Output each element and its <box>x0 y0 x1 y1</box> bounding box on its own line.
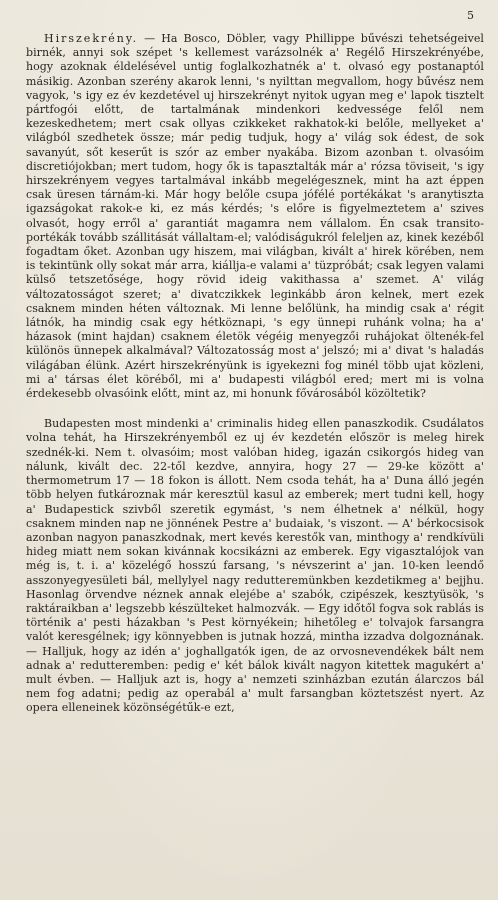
article-paragraph <box>26 32 484 401</box>
paragraph-text: Budapesten most mindenki a' criminalis hideg ellen panaszkodik. Csudálatos volna tehát, ha Hirszekrényemből ez uj év kezdetén először is meleg hirek szednék-ki. Nem t. olvasóim; most valóban hideg, igazán csikorgós hideg van nálunk, kivált dec. 22-től kezdve, annyira, hogy 27 — 29-ke között a' thermometrum 17 — 18 fokon is állott. Nem csoda tehát, ha a' Duna álló jegén több helyen futkároznak már keresztül kasul az emberek; mert tudni kell, hogy a' Budapestick szivből szeretik egymást, 's nem élhetnek a' nélkül, hogy csaknem minden nap ne jönnének Pestre a' budaiak, 's viszont. — A' bérkocsisok azonban nagyon panaszkodnak, mert kevés kerestők van, minthogy a' rendkívüli hideg miatt nem sokan kivánnak kocsikázni az emberek. Egy vigasztalójok van még is, t. i. a' közelégő hosszú farsang, 's névszerint a' jan. 10-ken leendő asszonyegyesületi bál, mellylyel nagy redutteremünkben kezdetikmeg a' bejjhu. Hasonlag örvendve néznek annak elejébe a' szabók, czipészek, kesztyüsök, 's raktáraikban a' legszebb készülteket halmozvák. — Egy időtől fogva sok rablás is történik a' pesti házakban 's Pest környékein; hihetőleg e' tolvajok farsangra valót keresgélnek; igy könnyebben is jutnak hozzá, mintha izzadva dolgoznának. — Halljuk, hogy az idén a' joghallgatók igen, de az orvosnevendékek bált nem adnak a' redutteremben: pedig e' két bálok kivált nagyon kitettek magukért a' mult évben. — Halljuk azt is, hogy a' nemzeti szinházban ezután álarczos bál nem fog adatni; pedig az operabál a' mult farsangban köztetszést nyert. Az opera elleneinek közönségétűk-e ezt, <box>26 417 484 715</box>
article-paragraph <box>26 417 484 715</box>
page-number: 5 <box>467 9 474 22</box>
section-lead-word: Hirszekrény. <box>44 32 139 45</box>
paragraph-text: — Ha Bosco, Döbler, vagy Phillippe bűvészi tehetségeivel birnék, annyi sok szépet 's kellemest varázsolnék a' Regélő Hirszekrényébe, hogy azoknak éldelésével untig foglalkozhatnék a' t. olvasó egy postanaptól másikig. Azonban szerény akarok lenni, 's nyilttan megvallom, hogy bűvész nem vagyok, 's igy ez év kezdetével uj hirszekrényt nyitok ugyan meg e' lapok tisztelt pártfogói előtt, de tartalmának mindenkori kedvessége felől nem kezeskedhetem; mert csak ollyas czikkeket rakhatok-ki belőle, mellyeket a' világból szedhetek össze; már pedig tudjuk, hogy a' világ sok édest, de sok savanyút, sőt keserűt is szór az ember nyakába. Bizom azonban t. olvasóim discretiójokban; mert tudom, hogy ők is tapasztalták már a' rózsa töviseit, 's igy hirszekrényem vegyes tartalmával inkább megelégesznek, mint ha azt éppen csak üresen tárnám-ki. Már hogy belőle csupa jófélé portékákat 's aranytiszta igazságokat rakok-e ki, ez más kérdés; 's előre is figyelmeztetem a' szives olvasót, hogy erről a' garantiát magamra nem vállalom. Én csak transito-portékák tovább szállitását vállaltam-el; valódiságukról feleljen az, kinek kezéből fogadtam őket. Azonban ugy hiszem, mai világban, kivált a' hirek körében, nem is tekintünk olly sokat már arra, kiállja-e valami a' tüzpróbát; csak legyen valami külső tetszetősége, hogy rövid ideig vakithassa a' szemet. A' világ változatosságot szeret; a' divatczikkek leginkább áron kelnek, mert ezek csaknem minden héten változnak. Mi lenne belőlünk, ha mindig csak a' régit látnók, ha mindig csak egy hétköznapi, 's egy ünnepi ruhánk volna; ha a' házasok (mint hajdan) csaknem életök végéig menyegzői ruhájokat öltenék-fel különös ünnepek alkalmával? Változatosság most a' jelszó; mi a' divat 's haladás világában élünk. Azért hirszekrényünk is igyekezni fog minél több ujat közleni, mi a' társas élet köréből, mi a' budapesti világból ered; mert mi is volna érdekesebb olvasóink előtt, mint az, mi honunk fővárosából közöltetik? <box>26 32 484 401</box>
